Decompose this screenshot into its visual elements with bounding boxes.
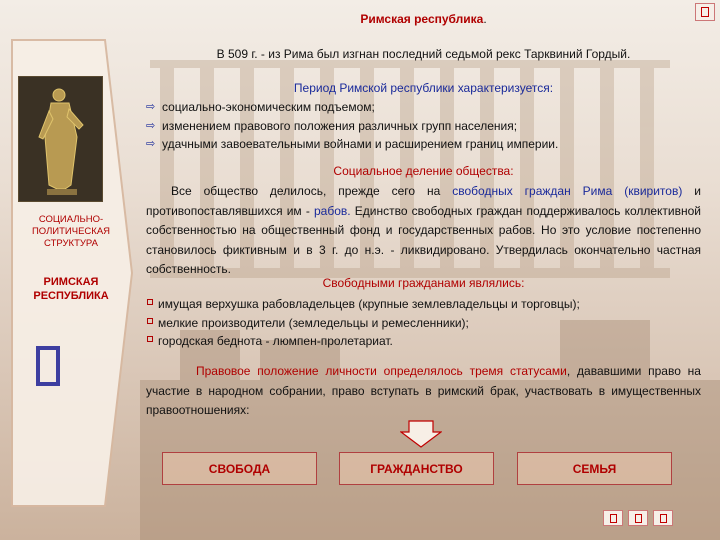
period-heading: Период Римской республики характеризуется:: [293, 81, 554, 95]
section-label-line-3: СТРУКТУРА: [44, 238, 98, 249]
list-item: имущая верхушка рабовладельцев (крупные землевладельцы и торговцы);: [146, 295, 701, 314]
document-frame-icon[interactable]: [36, 346, 60, 386]
section-title: [16, 275, 126, 303]
section-label-line-1: СОЦИАЛЬНО-: [38, 214, 104, 225]
home-button[interactable]: [628, 510, 648, 526]
section-title-line-1: РИМСКАЯ: [43, 276, 99, 288]
list-item: ⇨ изменением правового положения различных групп населения;: [146, 117, 701, 136]
prev-page-button[interactable]: [603, 510, 623, 526]
square-bullet-icon: [147, 336, 153, 342]
arrow-bullet-icon: ⇨: [146, 119, 156, 132]
citizens-list: [146, 295, 701, 351]
social-paragraph: Все общество делилось, прежде сего на свободных граждан Рима (квиритов) и противопоставлявшихся им - рабов. Единство свободных граждан поддерживалось коллективной собственностью на общественный фонд и государственных рабов. Но это условие постепенно становилось фиктивным и в 3 г. до н.э. - ликвидировано. Утвердилась окончательно частная собственность.: [146, 184, 701, 276]
section-title-line-2: РЕСПУБЛИКА: [33, 290, 109, 302]
statue-image: [18, 76, 103, 202]
legal-paragraph: Правовое положение личности определялось тремя статусами, дававшими право на участие в народном собрании, право вступать в римский брак, участвовать в имущественных правоотношениях:: [146, 364, 701, 417]
home-icon: [635, 514, 642, 523]
prev-page-icon: [610, 514, 617, 523]
page-title: Римская республика.: [360, 12, 487, 26]
help-square-icon: [701, 7, 709, 17]
arrow-bullet-icon: ⇨: [146, 138, 156, 150]
square-bullet-icon: [147, 318, 153, 324]
list-item: городская беднота - люмпен-пролетариат.: [146, 332, 701, 351]
next-page-button[interactable]: [653, 510, 673, 526]
list-item: мелкие производители (земледельцы и ремесленники);: [146, 314, 701, 333]
down-arrow-icon: [400, 420, 442, 448]
citizenship-button[interactable]: ГРАЖДАНСТВО: [339, 452, 494, 485]
family-button[interactable]: СЕМЬЯ: [517, 452, 672, 485]
section-label: [16, 214, 126, 250]
list-item: ⇨ социально-экономическим подъемом;: [146, 98, 701, 117]
freedom-button[interactable]: СВОБОДА: [162, 452, 317, 485]
arrow-bullet-icon: ⇨: [146, 101, 156, 113]
section-label-line-2: ПОЛИТИЧЕСКАЯ: [31, 226, 111, 237]
list-item: ⇨ удачными завоевательными войнами и расширением границ империи.: [146, 135, 701, 154]
period-bullet-list: [146, 98, 701, 154]
social-heading: Социальное деление общества:: [333, 164, 514, 178]
citizens-heading: Свободными гражданами являлись:: [322, 276, 525, 290]
next-page-icon: [660, 514, 667, 523]
intro-text: В 509 г. - из Рима был изгнан последний седьмой рекс Тарквиний Гордый.: [216, 47, 631, 61]
square-bullet-icon: [147, 299, 153, 305]
